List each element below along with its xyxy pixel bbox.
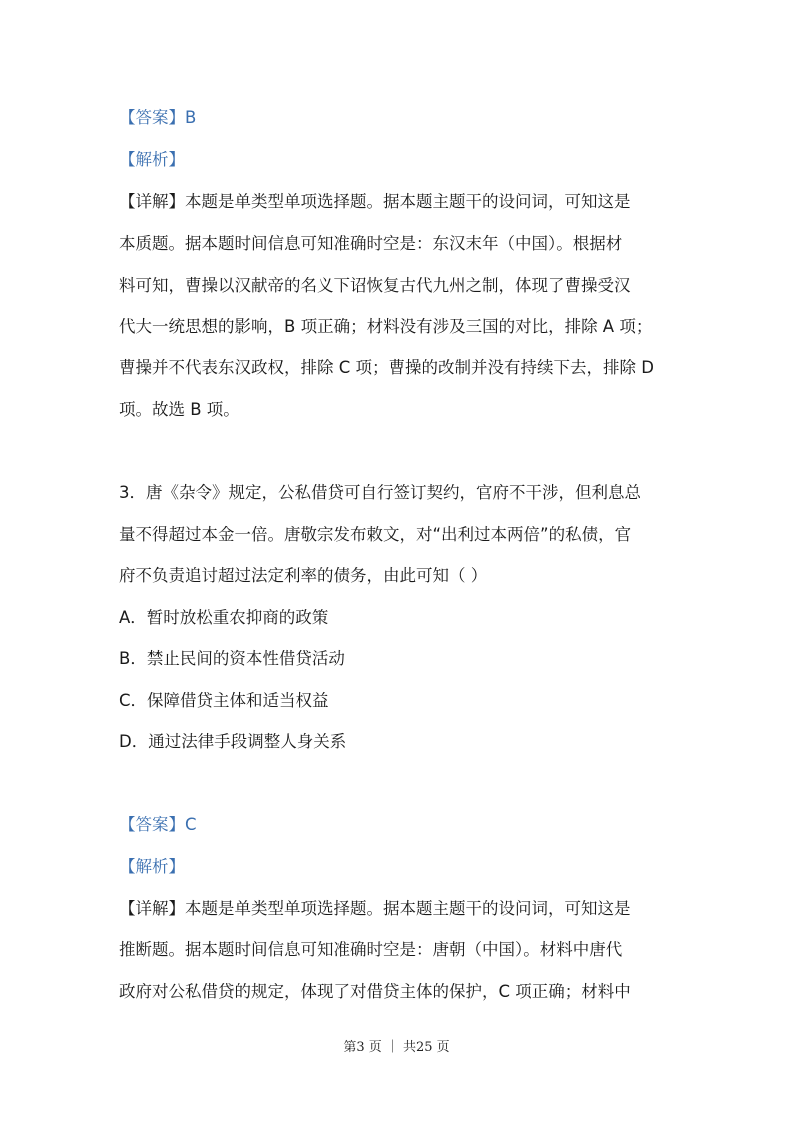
- option-c: C．保障借贷主体和适当权益: [119, 691, 329, 710]
- detail-line: 【详解】本题是单类型单项选择题。据本题主题干的设问词，可知这是: [119, 899, 631, 918]
- answer-label-1: 【答案】B: [119, 108, 197, 127]
- option-b: B．禁止民间的资本性借贷活动: [119, 649, 345, 668]
- detail-line: 代大一统思想的影响，B 项正确；材料没有涉及三国的对比，排除 A 项；: [119, 317, 653, 336]
- detail-line: 曹操并不代表东汉政权，排除 C 项；曹操的改制并没有持续下去，排除 D: [119, 358, 654, 377]
- page-footer: 第3 页 ｜ 共25 页: [343, 1040, 450, 1055]
- option-a: A．暂时放松重农抑商的政策: [119, 608, 329, 627]
- detail-line: 政府对公私借贷的规定，体现了对借贷主体的保护，C 项正确；材料中: [119, 982, 631, 1001]
- question-stem-line: 府不负责追讨超过法定利率的债务，由此可知（ ）: [119, 566, 488, 585]
- detail-line: 项。故选 B 项。: [119, 400, 240, 419]
- detail-line: 推断题。据本题时间信息可知准确时空是：唐朝（中国）。材料中唐代: [119, 940, 623, 959]
- question-stem-line: 3．唐《杂令》规定，公私借贷可自行签订契约，官府不干涉，但利息总: [119, 483, 641, 502]
- analysis-label-1: 【解析】: [119, 150, 185, 169]
- answer-label-2: 【答案】C: [119, 815, 197, 834]
- detail-line: 【详解】本题是单类型单项选择题。据本题主题干的设问词，可知这是: [119, 192, 631, 211]
- analysis-label-2: 【解析】: [119, 857, 185, 876]
- option-d: D．通过法律手段调整人身关系: [119, 732, 347, 751]
- detail-line: 料可知，曹操以汉献帝的名义下诏恢复古代九州之制，体现了曹操受汉: [119, 276, 631, 295]
- question-stem-line: 量不得超过本金一倍。唐敬宗发布敕文，对“出利过本两倍”的私债，官: [119, 525, 632, 544]
- detail-line: 本质题。据本题时间信息可知准确时空是：东汉末年（中国）。根据材: [119, 234, 623, 253]
